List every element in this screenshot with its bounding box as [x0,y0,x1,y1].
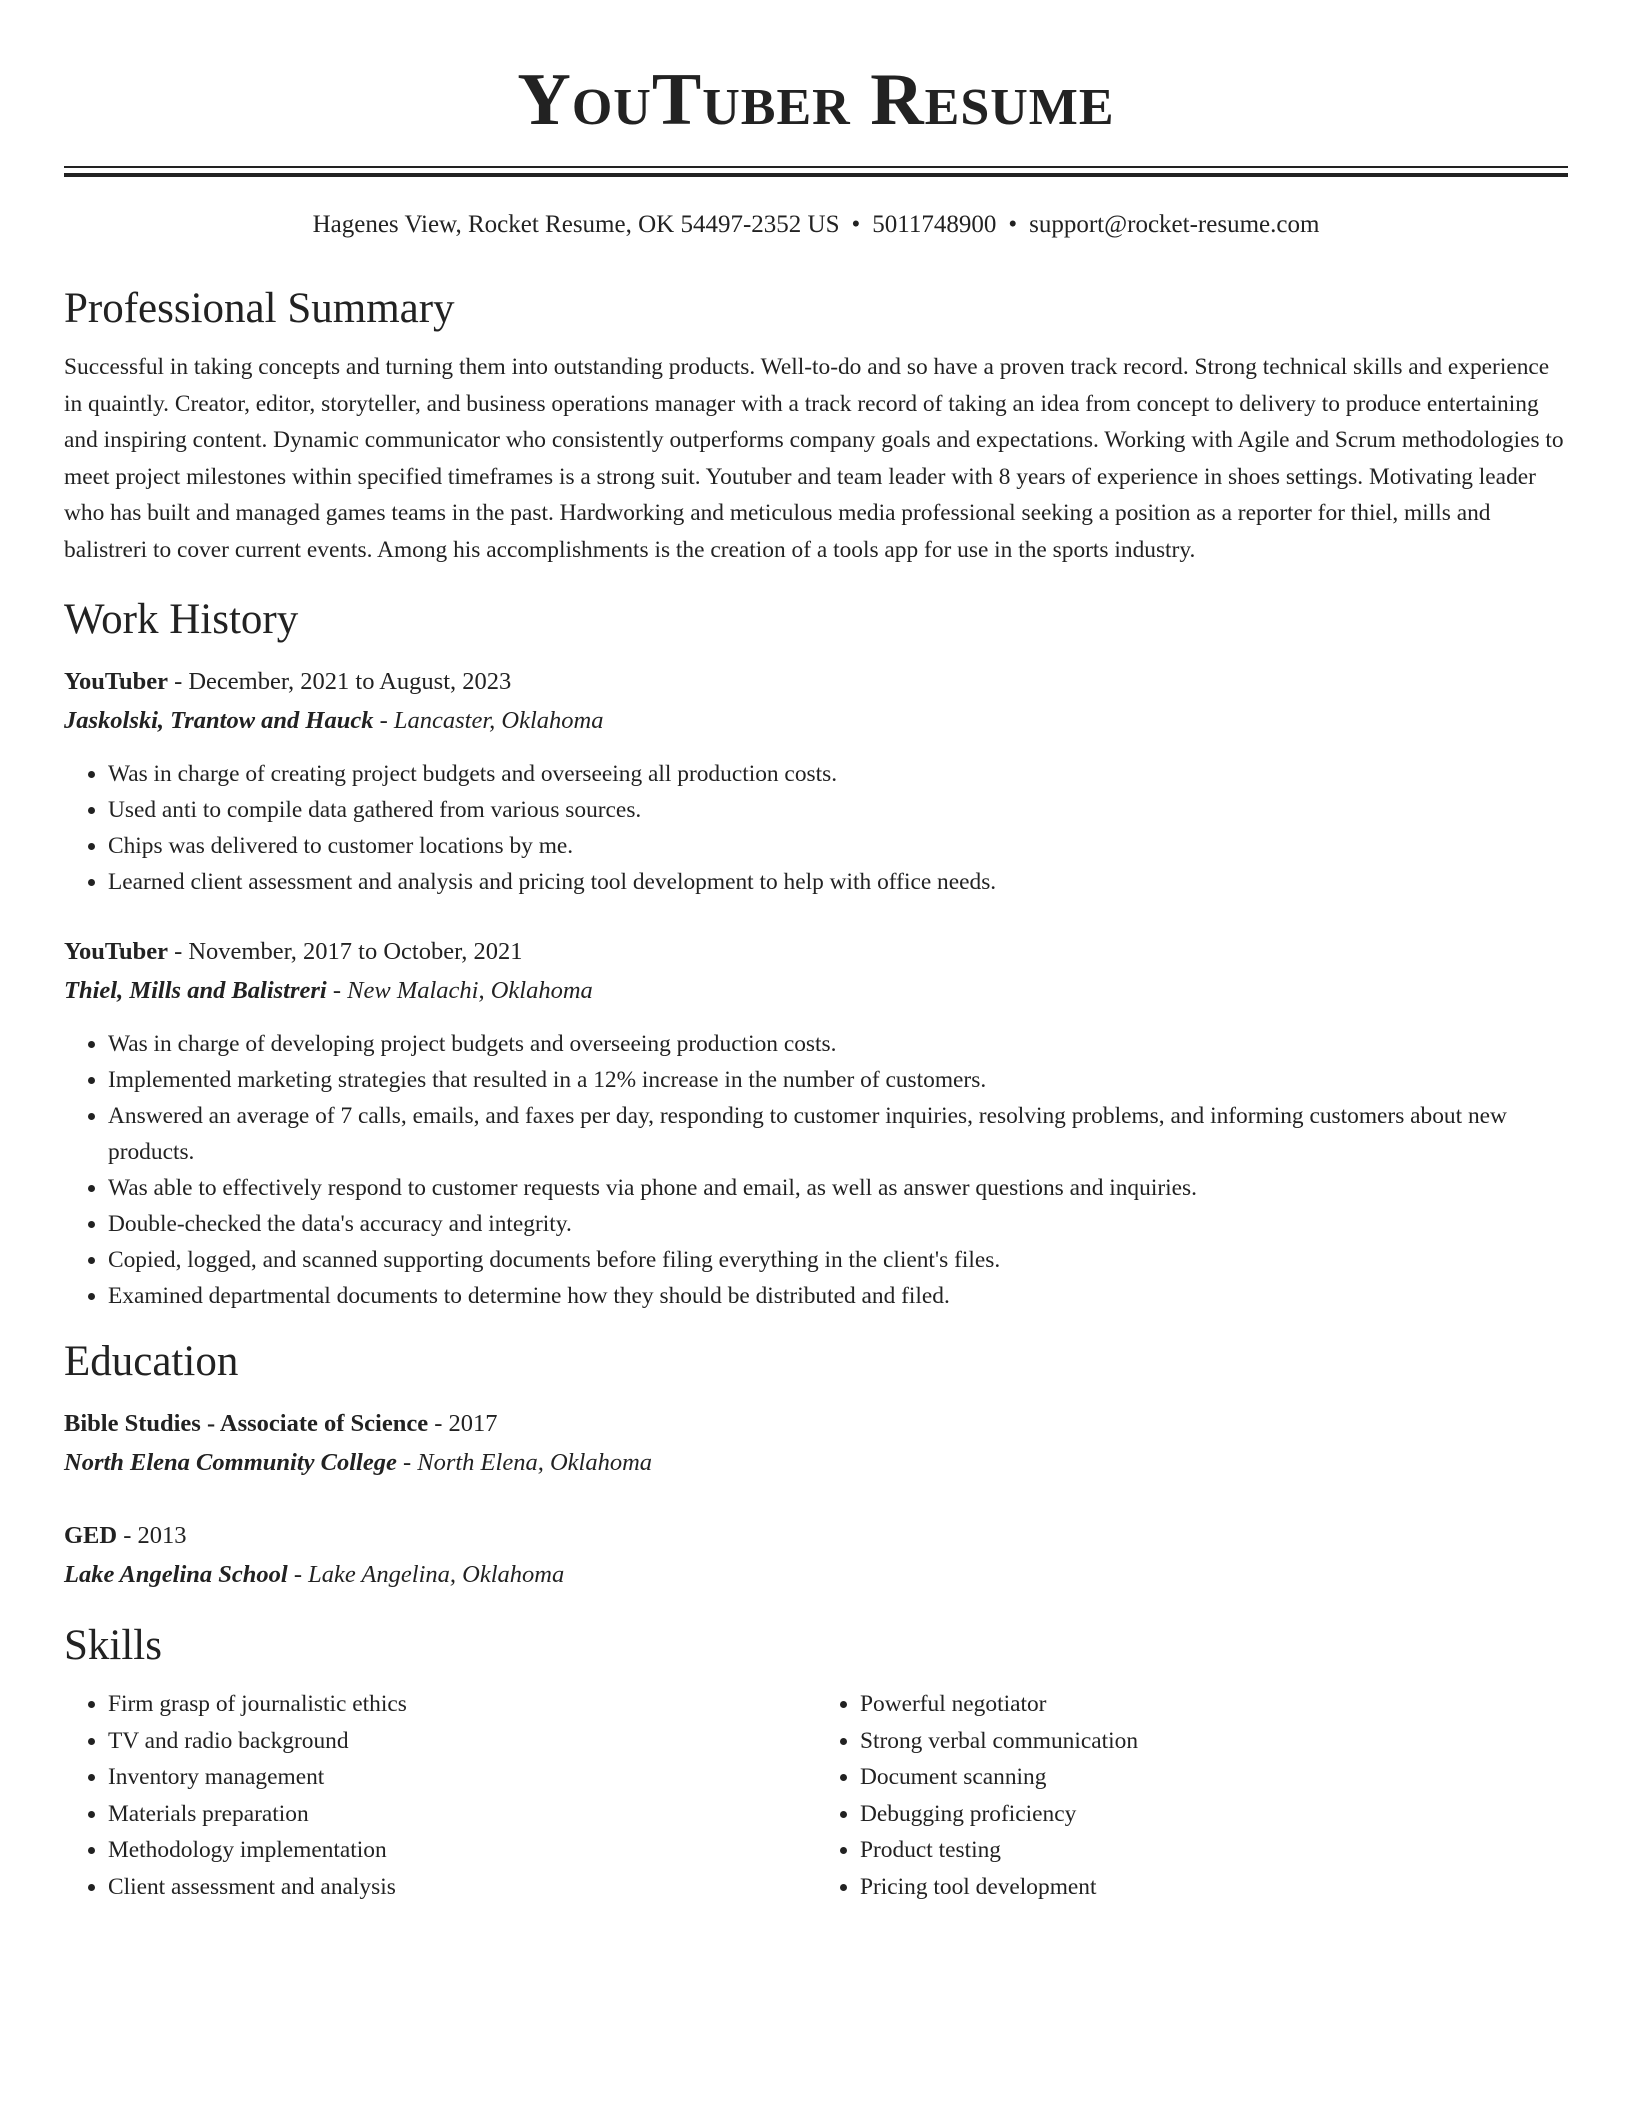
education-header [64,1404,1568,1443]
skill-item: • Pricing tool development [860,1869,1568,1906]
skill-item: • Client assessment and analysis [108,1869,816,1906]
skill-item: • TV and radio background [108,1723,816,1760]
list-item: • Was in charge of developing project budgets and overseeing production costs. [108,1026,1568,1062]
education-entry [64,1404,1568,1482]
list-item: • Examined departmental documents to determine how they should be distributed and filed. [108,1278,1568,1314]
job-header [64,662,1568,701]
education-school-line [64,1555,1568,1594]
job-dates: - November, 2017 to October, 2021 [167,938,523,965]
job-company: Thiel, Mills and Balistreri [64,977,327,1004]
list-item: • Double-checked the data's accuracy and integrity. [108,1206,1568,1242]
education-school: North Elena Community College [64,1449,397,1476]
skills-list-left [64,1686,816,1905]
job-title: YouTuber [64,668,168,695]
job-company: Jaskolski, Trantow and Hauck [64,707,374,734]
education-school-line [64,1443,1568,1482]
skill-item: • Materials preparation [108,1796,816,1833]
list-item: • Learned client assessment and analysis and pricing tool development to help with office needs. [108,864,1568,900]
contact-phone: 5011748900 [872,211,997,238]
skill-item: • Document scanning [860,1759,1568,1796]
list-item: • Implemented marketing strategies that resulted in a 12% increase in the number of customers. [108,1062,1568,1098]
title-divider-thin [64,166,1568,168]
education-degree: Bible Studies - Associate of Science [64,1410,429,1437]
education-location: - North Elena, Oklahoma [396,1449,653,1476]
job-duties [64,1026,1568,1314]
skills-list-right [816,1686,1568,1905]
list-item: • Was in charge of creating project budgets and overseeing all production costs. [108,756,1568,792]
skill-item: • Firm grasp of journalistic ethics [108,1686,816,1723]
contact-address: Hagenes View, Rocket Resume, OK 54497-2352 US [312,211,840,238]
list-item: • Used anti to compile data gathered from various sources. [108,792,1568,828]
contact-separator: • [1008,211,1018,238]
job-company-line [64,971,1568,1010]
education-school: Lake Angelina School [64,1561,288,1588]
job-duties [64,756,1568,900]
skill-item: • Debugging proficiency [860,1796,1568,1833]
job-location: - New Malachi, Oklahoma [326,977,593,1004]
summary-text: Successful in taking concepts and turning them into outstanding products. Well-to-do and so have a proven track record. Strong technical skills and experience in quaintly. Creator, editor, storyteller, and business operations manager with a track record of taking an idea from concept to delivery to produce entertaining and inspiring content. Dynamic communicator who consistently outperforms company goals and expectations. Working with Agile and Scrum methodologies to meet project milestones within specified timeframes is a strong suit. Youtuber and team leader with 8 years of experience in shoes settings. Motivating leader who has built and managed games teams in the past. Hardworking and meticulous media professional seeking a position as a reporter for thiel, mills and balistreri to cover current events. Among his accomplishments is the creation of a tools app for use in the sports industry. [64,354,1564,563]
job-entry [64,662,1568,900]
job-company-line [64,701,1568,740]
job-entry [64,932,1568,1314]
contact-line [64,209,1568,241]
list-item: • Chips was delivered to customer locations by me. [108,828,1568,864]
title-divider-thick [64,173,1568,177]
resume-title: YouTuber Resume [517,59,1115,141]
job-dates: - December, 2021 to August, 2023 [167,668,512,695]
job-title: YouTuber [64,938,168,965]
summary-heading: Professional Summary [64,285,455,332]
skill-item: • Powerful negotiator [860,1686,1568,1723]
skill-item: • Strong verbal communication [860,1723,1568,1760]
skill-item: • Product testing [860,1832,1568,1869]
job-location: - Lancaster, Oklahoma [373,707,604,734]
skills-columns [64,1686,1568,1905]
education-degree: GED [64,1522,118,1549]
list-item: • Was able to effectively respond to customer requests via phone and email, as well as answer questions and inquiries. [108,1170,1568,1206]
contact-email: support@rocket-resume.com [1029,211,1320,238]
skill-item: • Inventory management [108,1759,816,1796]
education-entry [64,1516,1568,1594]
education-header [64,1516,1568,1555]
work-history-heading: Work History [64,596,299,643]
skills-heading: Skills [64,1622,162,1669]
education-year: - 2013 [117,1522,187,1549]
skill-item: • Methodology implementation [108,1832,816,1869]
list-item: • Copied, logged, and scanned supporting documents before filing everything in the client's files. [108,1242,1568,1278]
list-item: • Answered an average of 7 calls, emails, and faxes per day, responding to customer inquiries, resolving problems, and informing customers about new products. [108,1098,1568,1170]
education-heading: Education [64,1338,239,1385]
education-location: - Lake Angelina, Oklahoma [287,1561,565,1588]
contact-separator: • [851,211,861,238]
education-year: - 2017 [428,1410,498,1437]
job-header [64,932,1568,971]
